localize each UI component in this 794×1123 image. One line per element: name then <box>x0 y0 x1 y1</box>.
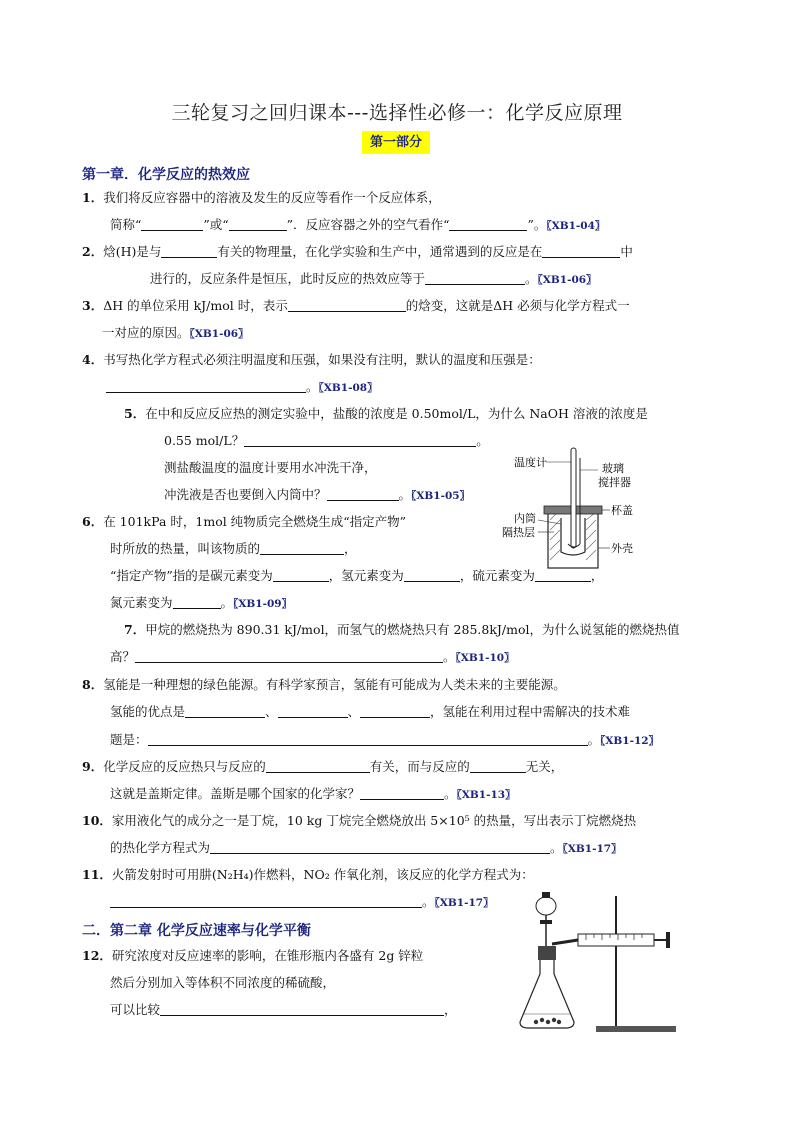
answer-blank[interactable] <box>449 216 527 231</box>
question-number: 9． <box>82 759 104 774</box>
question-text: ΔH 的单位采用 kJ/mol 时，表示 <box>103 298 288 313</box>
answer-blank[interactable] <box>266 758 370 773</box>
question-text: 。 <box>398 487 412 502</box>
question-text: 我们将反应容器中的溶液及发生的反应等看作一个反应体系， <box>103 190 441 205</box>
question-text: 。 <box>220 595 234 610</box>
answer-blank[interactable] <box>470 758 526 773</box>
question-11-line-1 <box>82 865 534 885</box>
question-text: 研究浓度对反应速率的影响，在锥形瓶内各盛有 2g 锌粒 <box>111 948 424 963</box>
answer-blank[interactable] <box>260 540 344 555</box>
answer-blank[interactable] <box>327 486 399 501</box>
question-text: ， <box>444 1002 457 1017</box>
question-text: 进行的，反应条件是恒压，此时反应的热效应等于 <box>150 271 426 286</box>
label-lid: 杯盖 <box>611 504 633 517</box>
question-5-line-3 <box>164 458 377 478</box>
question-text: 无关， <box>525 759 564 774</box>
question-text: 化学反应的反应热只与反应的 <box>103 759 266 774</box>
question-8-line-3 <box>110 730 659 751</box>
question-text: ”。 <box>527 217 547 232</box>
question-number: 8． <box>82 677 104 692</box>
question-6-line-1 <box>82 512 406 532</box>
question-text: 冲洗液是否也要倒入内筒中？ <box>164 487 327 502</box>
question-5-line-2 <box>164 431 489 451</box>
label-thermometer: 温度计 <box>514 456 547 469</box>
question-7-line-2 <box>110 647 515 668</box>
question-text: 的焓变，这就是ΔH 必须与化学方程式一 <box>405 298 630 313</box>
question-text: 测盐酸温度的温度计要用水冲洗干净， <box>164 460 377 475</box>
label-stirrer: 搅拌器 <box>598 476 631 489</box>
question-text: 高？ <box>110 649 136 664</box>
question-text: 、 <box>265 704 278 719</box>
question-1-line-2 <box>110 215 605 236</box>
question-text: 这就是盖斯定律。盖斯是哪个国家的化学家？ <box>110 786 361 801</box>
question-number: 2． <box>82 244 104 259</box>
question-text: 氮元素变为 <box>110 595 173 610</box>
question-number: 1． <box>82 190 104 205</box>
calorimeter-figure <box>498 440 648 575</box>
question-text: ，氢能在利用过程中需解决的技术难 <box>430 704 631 719</box>
question-4-line-1 <box>82 350 541 370</box>
question-text: 。 <box>443 649 456 664</box>
answer-blank[interactable] <box>110 893 422 908</box>
reference-code: 〖XB1-17〗 <box>434 897 494 909</box>
question-10-line-2 <box>110 838 622 859</box>
answer-blank[interactable] <box>161 243 217 258</box>
answer-blank[interactable] <box>535 567 591 582</box>
question-text: 氢能的优点是 <box>110 704 186 719</box>
question-number: 7． <box>124 622 146 637</box>
question-text: 然后分别加入等体积不同浓度的稀硫酸， <box>110 975 336 990</box>
question-6-line-2 <box>110 539 357 559</box>
reference-code: 〖XB1-06〗 <box>189 328 249 340</box>
answer-blank[interactable] <box>360 785 444 800</box>
question-text: ”或“ <box>203 217 229 232</box>
reference-code: 〖XB1-12〗 <box>600 735 660 747</box>
reference-code: 〖XB1-04〗 <box>546 220 606 232</box>
question-number: 6． <box>82 514 104 529</box>
reference-code: 〖XB1-17〗 <box>562 843 622 855</box>
question-text: 。 <box>587 732 601 747</box>
question-text: 一对应的原因。 <box>102 325 190 340</box>
question-number: 12． <box>82 948 112 963</box>
answer-blank[interactable] <box>106 378 306 393</box>
answer-blank[interactable] <box>185 703 265 718</box>
question-text: 的热化学方程式为 <box>110 840 211 855</box>
answer-blank[interactable] <box>360 703 430 718</box>
question-text: 有关，而与反应的 <box>369 759 470 774</box>
question-text: 焓(H)是与 <box>103 244 162 259</box>
question-text: ， <box>590 568 604 583</box>
question-text: 。 <box>422 894 435 909</box>
question-1-line-1 <box>82 188 441 208</box>
answer-blank[interactable] <box>244 432 476 447</box>
page-title: 三轮复习之回归课本---选择性必修一：化学反应原理 <box>171 102 623 124</box>
question-3-line-2 <box>102 323 249 344</box>
question-3-line-1 <box>82 296 630 316</box>
reference-code: 〖XB1-09〗 <box>233 598 293 610</box>
question-7-line-1 <box>124 620 680 640</box>
part-badge: 第一部分 <box>362 131 430 154</box>
question-text: 可以比较 <box>110 1002 161 1017</box>
calorimeter-diagram <box>498 440 648 575</box>
label-glass: 玻璃 <box>602 462 624 475</box>
question-12-line-1 <box>82 946 423 966</box>
question-9-line-1 <box>82 757 563 777</box>
reference-code: 〖XB1-05〗 <box>411 490 471 502</box>
question-text: “指定产物”指的是碳元素变为 <box>110 568 273 583</box>
question-6-line-3 <box>110 566 603 586</box>
separatory-funnel-shape <box>536 897 556 915</box>
answer-blank[interactable] <box>404 567 460 582</box>
question-text: ，氢元素变为 <box>328 568 404 583</box>
answer-blank[interactable] <box>210 839 550 854</box>
answer-blank[interactable] <box>278 703 348 718</box>
answer-blank[interactable] <box>542 243 620 258</box>
question-text: 甲烷的燃烧热为 890.31 kJ/mol，而氢气的燃烧热只有 285.8kJ/mol，为什么说氢能的燃烧热值 <box>145 622 680 637</box>
question-8-line-2 <box>110 702 630 722</box>
question-text: ”．反应容器之外的空气看作“ <box>286 217 450 232</box>
question-text: 书写热化学方程式必须注明温度和压强，如果没有注明，默认的温度和压强是： <box>103 352 541 367</box>
reference-code: 〖XB1-08〗 <box>318 382 378 394</box>
label-inner-cup: 内筒 <box>514 512 536 525</box>
question-5-line-1 <box>124 404 648 424</box>
question-text: 。 <box>444 786 457 801</box>
label-outer-shell: 外壳 <box>611 542 633 555</box>
question-number: 10． <box>82 813 112 828</box>
question-text: 。 <box>525 271 538 286</box>
reaction-rate-apparatus-figure <box>512 888 684 1034</box>
question-12-line-3 <box>110 1000 457 1020</box>
apparatus-diagram <box>512 888 684 1034</box>
question-text: 有关的物理量，在化学实验和生产中，通常遇到的反应是在 <box>217 244 543 259</box>
answer-blank[interactable] <box>173 594 221 609</box>
thermometer-shape <box>571 448 576 548</box>
question-11-line-2 <box>110 892 494 913</box>
question-12-line-2 <box>110 973 335 993</box>
question-number: 11． <box>82 867 112 882</box>
question-text: 。 <box>306 379 319 394</box>
question-2-line-2 <box>150 269 597 290</box>
question-2-line-1 <box>82 242 633 262</box>
stand-base-shape <box>596 1026 676 1032</box>
reference-code: 〖XB1-13〗 <box>456 789 516 801</box>
stopper-shape <box>538 946 556 960</box>
question-8-line-1 <box>82 675 566 695</box>
question-4-line-2 <box>106 377 378 398</box>
question-text: 题是： <box>110 732 148 747</box>
question-text: 。 <box>476 433 489 448</box>
answer-blank[interactable] <box>160 1001 444 1016</box>
answer-blank[interactable] <box>135 648 443 663</box>
question-text: 氢能是一种理想的绿色能源。有科学家预言，氢能有可能成为人类未来的主要能源。 <box>103 677 566 692</box>
answer-blank[interactable] <box>288 297 406 312</box>
answer-blank[interactable] <box>273 567 329 582</box>
connecting-tube-shape <box>552 940 578 944</box>
question-text: ，硫元素变为 <box>459 568 535 583</box>
reference-code: 〖XB1-06〗 <box>537 274 597 286</box>
question-text: 火箭发射时可用肼(N₂H₄)作燃料，NO₂ 作氧化剂，该反应的化学方程式为： <box>111 867 534 882</box>
answer-blank[interactable] <box>425 270 525 285</box>
question-text: ， <box>344 541 357 556</box>
question-text: 中 <box>620 244 633 259</box>
chapter2-heading: 二．第二章 化学反应速率与化学平衡 <box>82 923 311 939</box>
question-text: 0.55 mol/L？ <box>164 433 245 448</box>
question-text: 简称“ <box>110 217 142 232</box>
answer-blank[interactable] <box>141 216 203 231</box>
question-number: 4． <box>82 352 104 367</box>
question-number: 5． <box>124 406 146 421</box>
question-number: 3． <box>82 298 104 313</box>
conical-flask-shape <box>520 960 574 1028</box>
syringe-barrel-shape <box>578 934 654 946</box>
label-insulation: 隔热层 <box>502 526 535 539</box>
question-text: 。 <box>550 840 563 855</box>
question-text: 时所放的热量，叫该物质的 <box>110 541 261 556</box>
question-text: 家用液化气的成分之一是丁烷，10 kg 丁烷完全燃烧放出 5×10⁵ 的热量，写出表示丁烷燃烧热 <box>111 813 637 828</box>
question-text: 、 <box>347 704 361 719</box>
chapter1-heading: 第一章．化学反应的热效应 <box>82 167 250 183</box>
question-10-line-1 <box>82 811 636 831</box>
question-5-line-4 <box>164 485 470 506</box>
answer-blank[interactable] <box>229 216 287 231</box>
question-9-line-2 <box>110 784 516 805</box>
answer-blank[interactable] <box>148 731 588 746</box>
reference-code: 〖XB1-10〗 <box>455 652 515 664</box>
question-text: 在中和反应反应热的测定实验中，盐酸的浓度是 0.50mol/L，为什么 NaOH 溶液的浓度是 <box>145 406 648 421</box>
question-6-line-4 <box>110 593 292 614</box>
question-text: 在 101kPa 时，1mol 纯物质完全燃烧生成“指定产物” <box>103 514 406 529</box>
